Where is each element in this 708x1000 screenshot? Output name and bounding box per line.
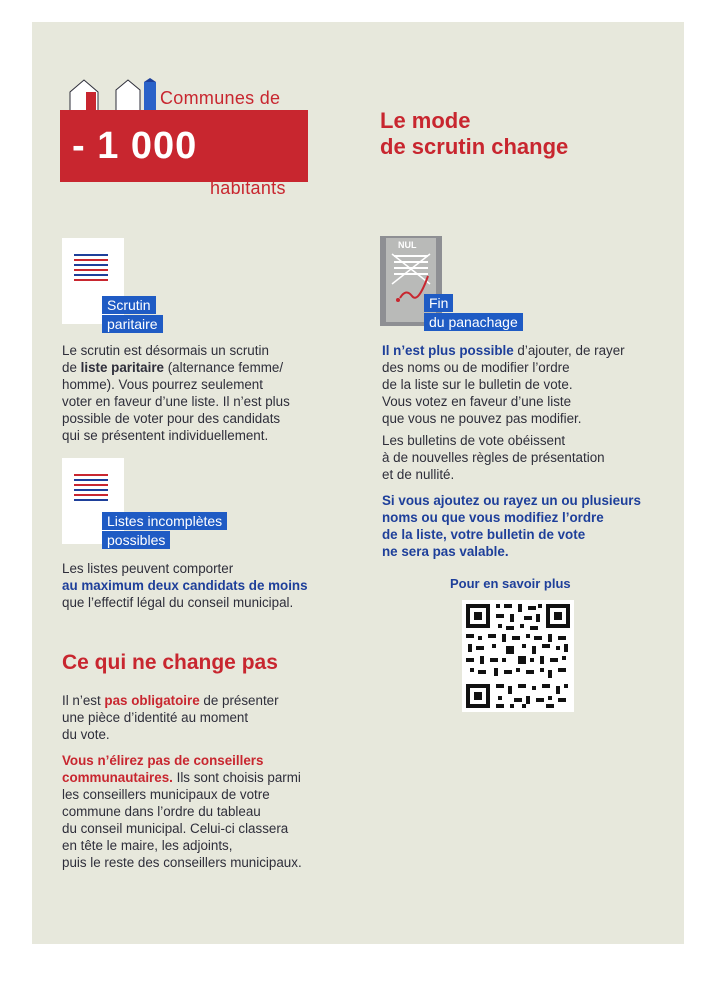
listes-incompletes-chip: Listes incomplètes possibles bbox=[102, 512, 227, 550]
habitants-label: habitants bbox=[210, 178, 286, 198]
scrutin-paritaire-text: Le scrutin est désormais un scrutin de liste paritaire (alternance femme/ homme). Vous pourrez seulement voter en faveur d’une liste. Il n’est plus possible de voter pour des candidats qui se présentent individuellement. bbox=[62, 343, 290, 443]
community-councillors-text: Vous n’élirez pas de conseillers communautaires. Ils sont choisis parmi les conseillers municipaux de votre commune dans l’ordre du tableau du conseil municipal. Celui-ci classera en tête le maire, les adjoints, puis le reste des conseillers municipaux. bbox=[62, 753, 302, 870]
ballot-rules-text: Les bulletins de vote obéissent à de nouvelles règles de présentation et de nullité. bbox=[382, 433, 605, 482]
page-title: Le mode de scrutin change bbox=[380, 108, 569, 159]
population-number: - 1 000 bbox=[72, 125, 198, 167]
listes-incompletes-text: Les listes peuvent comporter au maximum deux candidats de moins que l’effectif légal du conseil municipal. bbox=[62, 561, 308, 610]
population-threshold-banner bbox=[60, 110, 308, 182]
flyer-sheet bbox=[32, 22, 684, 944]
communes-label: Communes de bbox=[160, 88, 281, 108]
fin-panachage-chip: Fin du panachage bbox=[424, 294, 523, 332]
identity-document-text: Il n’est pas obligatoire de présenter une pièce d’identité au moment du vote. bbox=[62, 693, 279, 742]
scrutin-paritaire-chip: Scrutin paritaire bbox=[102, 296, 163, 334]
invalid-ballot-warning: Si vous ajoutez ou rayez un ou plusieurs noms ou que vous modifiez l’ordre de la liste, votre bulletin de vote ne sera pas valable. bbox=[382, 493, 641, 559]
qr-code-icon[interactable] bbox=[462, 600, 574, 712]
fin-panachage-text: Il n’est plus possible d’ajouter, de rayer des noms ou de modifier l’ordre de la liste sur le bulletin de vote. Vous votez en faveur d’une liste que vous ne pouvez pas modifier. bbox=[382, 343, 625, 426]
more-info-label: Pour en savoir plus bbox=[450, 576, 571, 591]
nul-label: NUL bbox=[398, 240, 417, 250]
unchanged-section-title: Ce qui ne change pas bbox=[62, 651, 278, 674]
